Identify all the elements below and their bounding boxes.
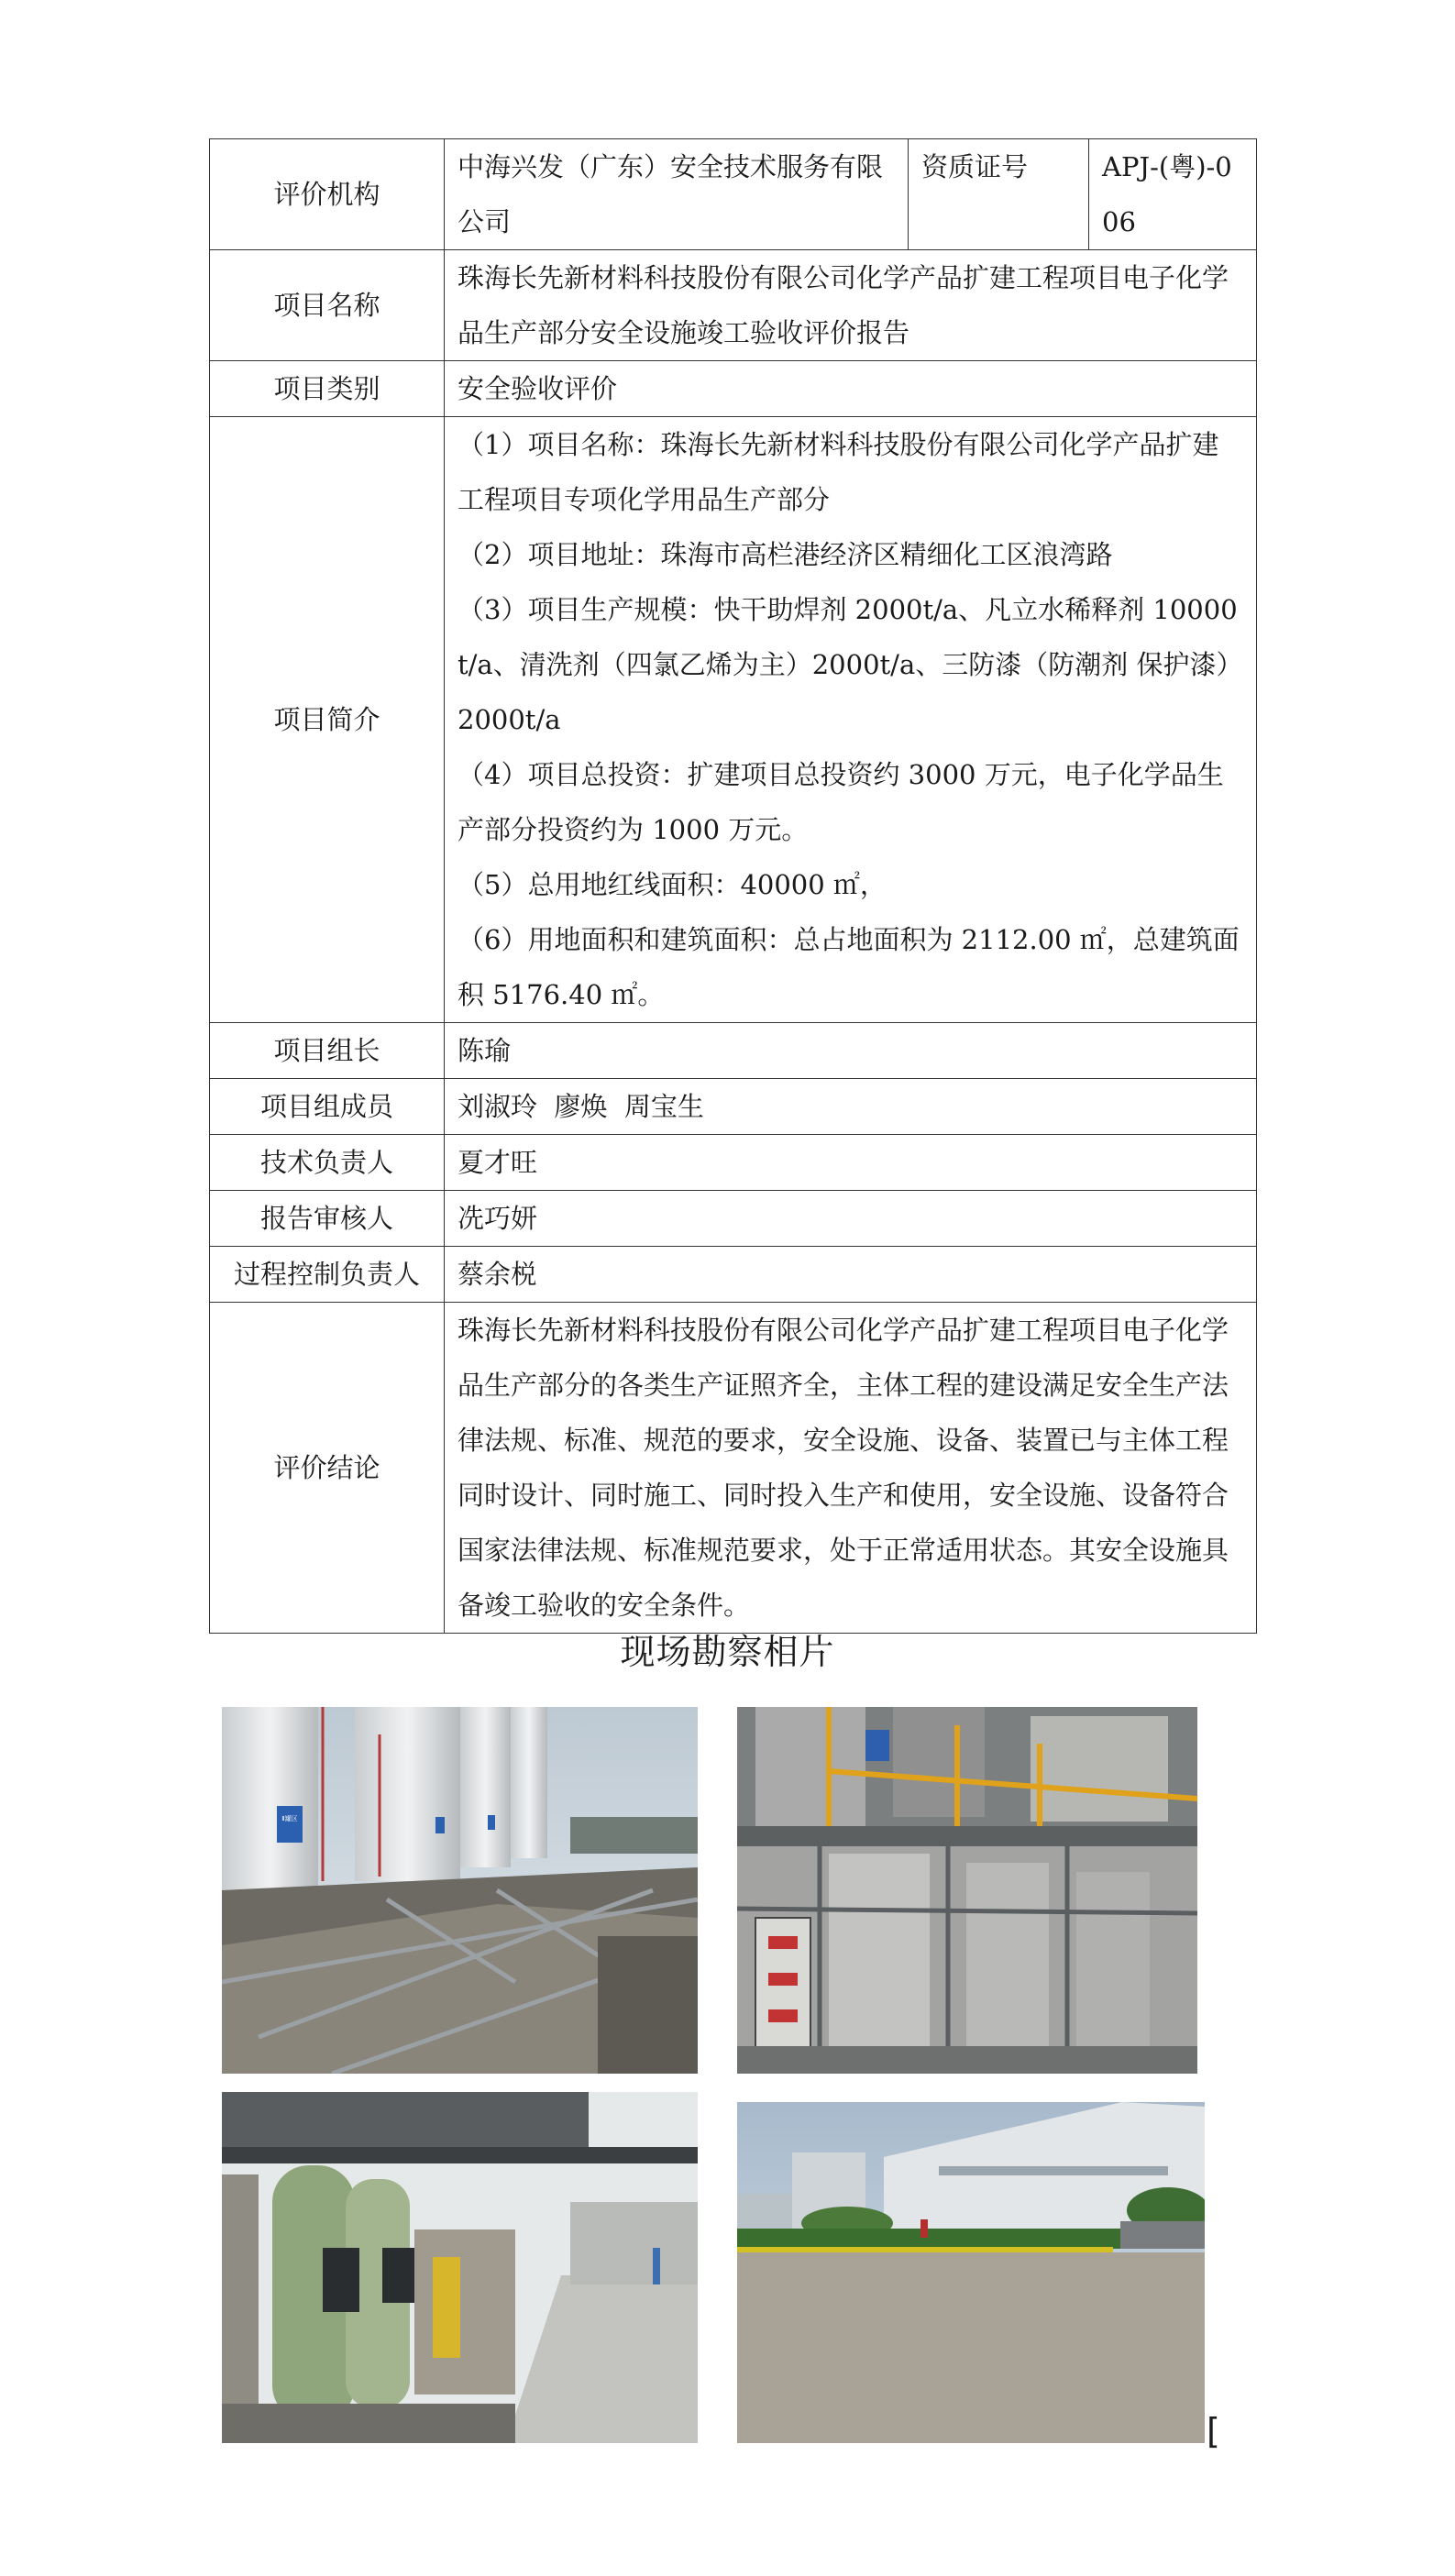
reactor-platform-photo: [737, 1707, 1197, 2074]
table-row: [210, 1247, 1257, 1303]
intro-item: （4）项目总投资：扩建项目总投资约 3000 万元，电子化学品生产部分投资约为 1000 万元。: [457, 759, 1224, 845]
table-row: [210, 1191, 1257, 1247]
water-treatment-photo: [222, 2092, 698, 2443]
table-row: [210, 139, 1257, 250]
tank-farm-photo: [222, 1707, 698, 2074]
leader-label: 项目组长: [210, 1023, 445, 1079]
org-label: 评价机构: [210, 139, 445, 250]
table-row: [210, 1079, 1257, 1135]
intro-item: （1）项目名称：珠海长先新材料科技股份有限公司化学产品扩建工程项目专项化学用品生产部分: [457, 429, 1219, 515]
project-intro-label: 项目简介: [210, 417, 445, 1023]
project-type-value: 安全验收评价: [445, 361, 1257, 417]
cert-value: APJ-(粤)-006: [1089, 139, 1257, 250]
tank-sign-label: Ⅱ罐区: [281, 1815, 298, 1822]
conclusion-value: 珠海长先新材料科技股份有限公司化学产品扩建工程项目电子化学品生产部分的各类生产证照齐全，主体工程的建设满足安全生产法律法规、标准、规范的要求，安全设施、设备、装置已与主体工程同时设计、同时施工、同时投入生产和使用，安全设施、设备符合国家法律法规、标准规范要求，处于正常适用状态。其安全设施具备竣工验收的安全条件。: [445, 1303, 1257, 1634]
project-name-label: 项目名称: [210, 250, 445, 361]
intro-item: （3）项目生产规模：快干助焊剂 2000t/a、凡立水稀释剂 10000t/a、清洗剂（四氯乙烯为主）2000t/a、三防漆（防潮剂 保护漆）2000t/a: [457, 594, 1243, 735]
members-value: 刘淑玲 廖焕 周宝生: [445, 1079, 1257, 1135]
table-row: [210, 250, 1257, 361]
project-name-value: 珠海长先新材料科技股份有限公司化学产品扩建工程项目电子化学品生产部分安全设施竣工验收评价报告: [445, 250, 1257, 361]
intro-item: （2）项目地址：珠海市高栏港经济区精细化工区浪湾路: [457, 539, 1113, 570]
table-row: [210, 417, 1257, 1023]
process-control-value: 蔡余棁: [445, 1247, 1257, 1303]
tech-lead-label: 技术负责人: [210, 1135, 445, 1191]
org-value: 中海兴发（广东）安全技术服务有限公司: [445, 139, 909, 250]
factory-exterior-photo: [737, 2102, 1205, 2443]
conclusion-label: 评价结论: [210, 1303, 445, 1634]
members-label: 项目组成员: [210, 1079, 445, 1135]
table-row: [210, 1023, 1257, 1079]
process-control-label: 过程控制负责人: [210, 1247, 445, 1303]
intro-item: （5）总用地红线面积：40000 ㎡，: [457, 869, 887, 900]
reviewer-label: 报告审核人: [210, 1191, 445, 1247]
evaluation-info-table: [209, 138, 1257, 1634]
cert-label: 资质证号: [909, 139, 1089, 250]
table-row: [210, 1135, 1257, 1191]
project-intro-value: [445, 417, 1257, 1023]
leader-value: 陈瑜: [445, 1023, 1257, 1079]
table-row: [210, 361, 1257, 417]
site-photos-title: 现场勘察相片: [620, 1632, 835, 1672]
reviewer-value: 冼巧妍: [445, 1191, 1257, 1247]
intro-item: （6）用地面积和建筑面积：总占地面积为 2112.00 ㎡，总建筑面积 5176.40 ㎡。: [457, 924, 1240, 1010]
project-type-label: 项目类别: [210, 361, 445, 417]
table-row: [210, 1303, 1257, 1634]
tech-lead-value: 夏才旺: [445, 1135, 1257, 1191]
trailing-bracket: [: [1207, 2411, 1220, 2451]
